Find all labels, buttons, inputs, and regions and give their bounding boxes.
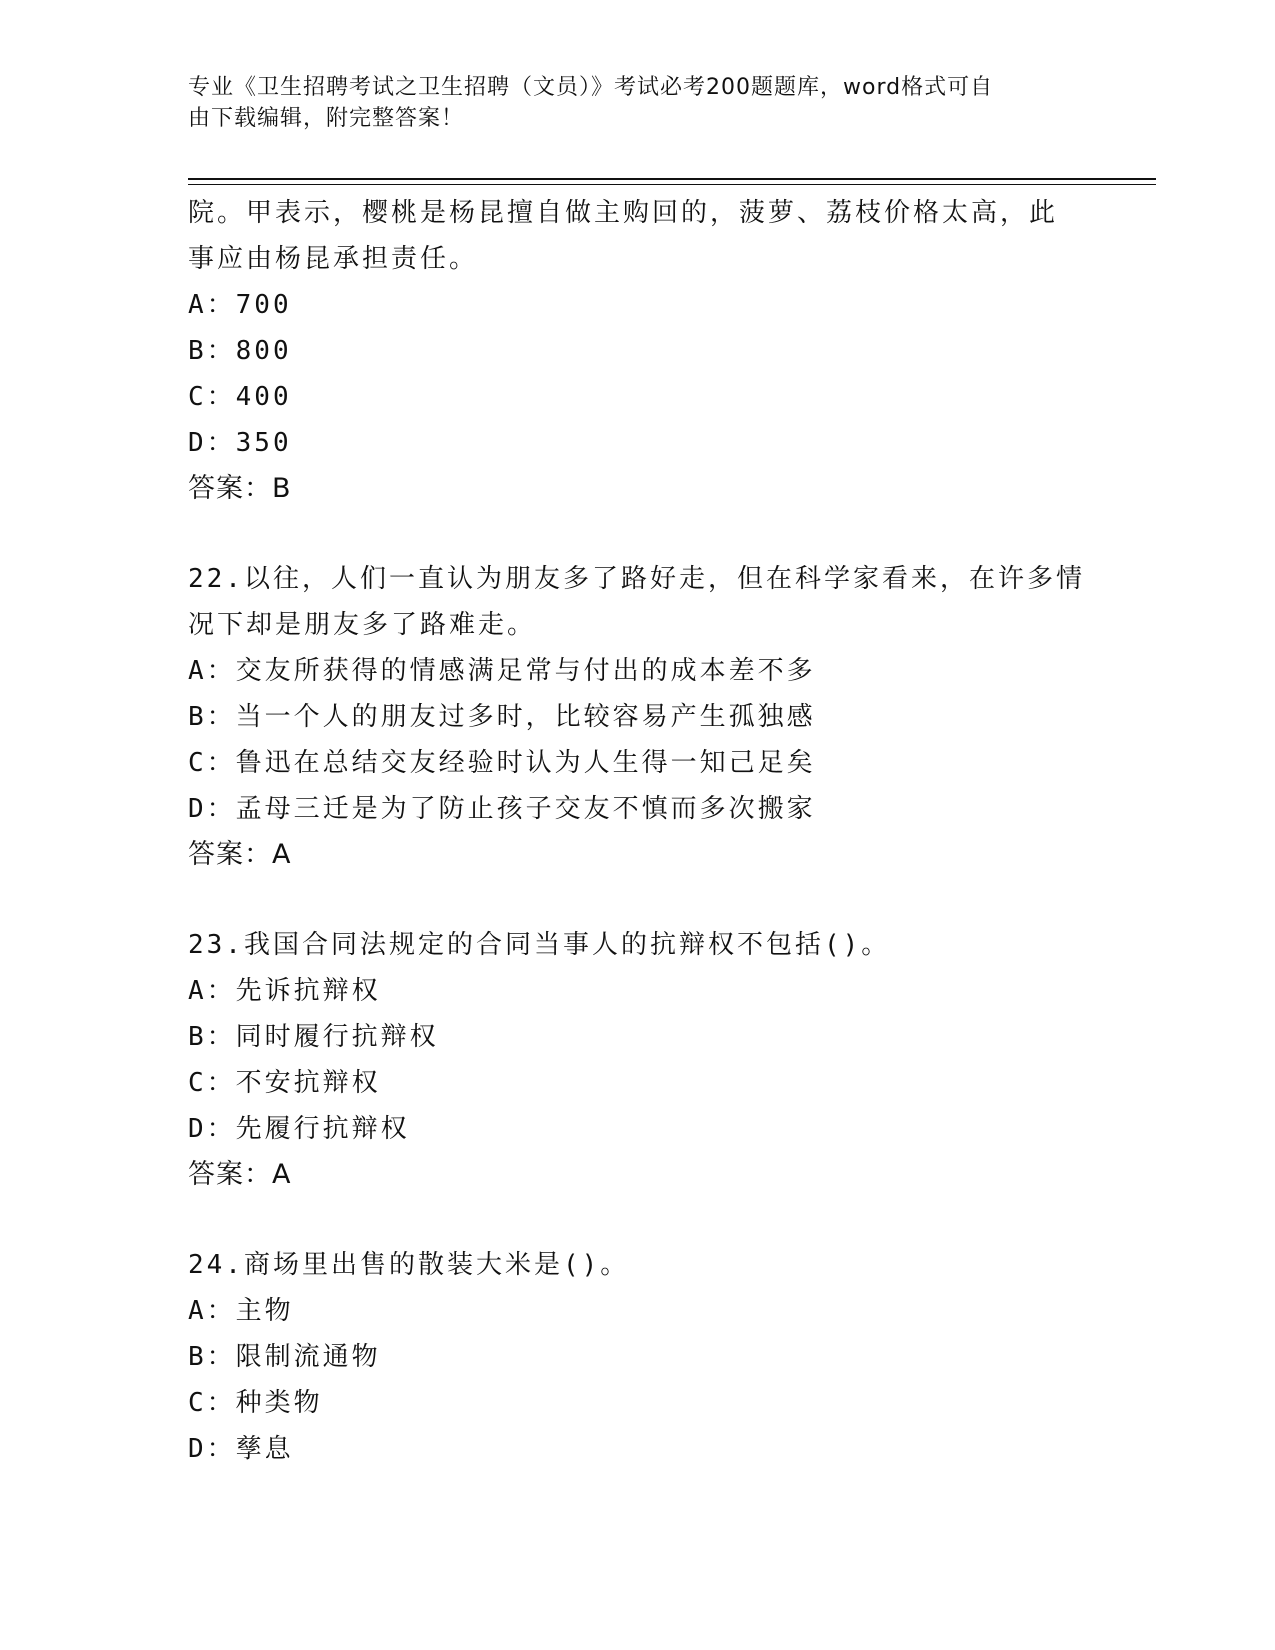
- question-text-line: 22.以往，人们一直认为朋友多了路好走，但在科学家看来，在许多情: [188, 564, 1085, 594]
- option-c: C：不安抗辩权: [188, 1068, 381, 1098]
- option-c: C：鲁迅在总结交友经验时认为人生得一知己足矣: [188, 748, 816, 778]
- option-a: A：主物: [188, 1296, 294, 1326]
- answer-line: 答案：B: [188, 473, 292, 504]
- question-text-line: 院。甲表示，樱桃是杨昆擅自做主购回的，菠萝、荔枝价格太高，此: [188, 198, 1059, 228]
- option-b: B：当一个人的朋友过多时，比较容易产生孤独感: [188, 702, 816, 732]
- option-a: A：先诉抗辩权: [188, 976, 381, 1006]
- question-text-line: 事应由杨昆承担责任。: [188, 244, 479, 274]
- header-divider-thin: [188, 184, 1156, 185]
- option-b: B：同时履行抗辩权: [188, 1022, 439, 1052]
- header-line-1: 专业《卫生招聘考试之卫生招聘（文员）》考试必考200题题库，word格式可自: [188, 75, 994, 100]
- option-a: A：交友所获得的情感满足常与付出的成本差不多: [188, 656, 816, 686]
- option-c: C：400: [188, 382, 292, 412]
- question-text-line: 况下却是朋友多了路难走。: [188, 610, 537, 640]
- option-d: D：孳息: [188, 1434, 294, 1464]
- option-c: C：种类物: [188, 1388, 323, 1418]
- question-text-line: 24.商场里出售的散装大米是()。: [188, 1250, 630, 1280]
- answer-line: 答案：A: [188, 839, 292, 870]
- document-header: [188, 72, 1078, 134]
- option-d: D：350: [188, 428, 292, 458]
- question-text-line: 23.我国合同法规定的合同当事人的抗辩权不包括()。: [188, 930, 891, 960]
- option-b: B：800: [188, 336, 292, 366]
- question-24: [188, 1242, 1088, 1472]
- option-d: D：孟母三迁是为了防止孩子交友不慎而多次搬家: [188, 794, 816, 824]
- header-line-2: 由下载编辑，附完整答案！: [188, 106, 465, 131]
- answer-line: 答案：A: [188, 1159, 292, 1190]
- question-21-continuation: [188, 190, 1088, 512]
- option-d: D：先履行抗辩权: [188, 1114, 410, 1144]
- document-body: [188, 190, 1088, 1472]
- question-23: [188, 922, 1088, 1198]
- header-divider-thick: [188, 178, 1156, 180]
- option-a: A：700: [188, 290, 292, 320]
- question-22: [188, 556, 1088, 878]
- option-b: B：限制流通物: [188, 1342, 381, 1372]
